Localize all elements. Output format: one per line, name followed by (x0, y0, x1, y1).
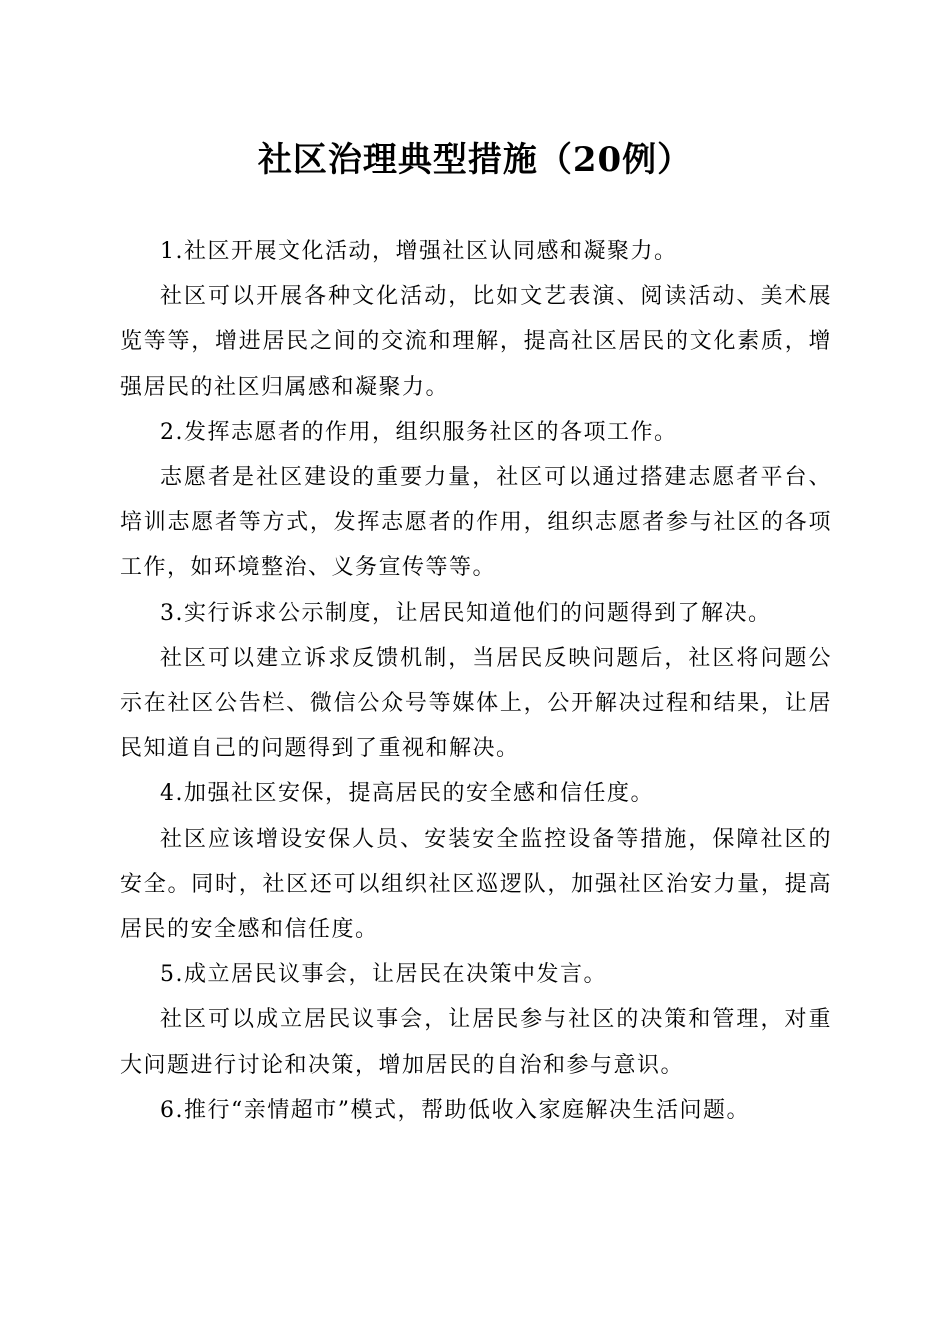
item-heading: 6.推行“亲情超市”模式，帮助低收入家庭解决生活问题。 (160, 1097, 750, 1123)
item-description: 社区可以建立诉求反馈机制，当居民反映问题后，社区将问题公示在社区公告栏、微信公众号等媒体上，公开解决过程和结果，让居民知道自己的问题得到了重视和解决。 (120, 645, 832, 762)
document-body (120, 229, 832, 1133)
item-heading: 4.加强社区安保，提高居民的安全感和信任度。 (160, 781, 654, 807)
item-description: 社区应该增设安保人员、安装安全监控设备等措施，保障社区的安全。同时，社区还可以组织社区巡逻队，加强社区治安力量，提高居民的安全感和信任度。 (120, 826, 832, 943)
item-description: 志愿者是社区建设的重要力量，社区可以通过搭建志愿者平台、培训志愿者等方式，发挥志愿者的作用，组织志愿者参与社区的各项工作，如环境整治、义务宣传等等。 (120, 465, 832, 581)
item-heading: 3.实行诉求公示制度，让居民知道他们的问题得到了解决。 (160, 600, 772, 626)
document-title: 社区治理典型措施（20例） (257, 140, 693, 180)
item-heading: 2.发挥志愿者的作用，组织服务社区的各项工作。 (160, 419, 678, 445)
item-description: 社区可以开展各种文化活动，比如文艺表演、阅读活动、美术展览等等，增进居民之间的交流和理解，提高社区居民的文化素质，增强居民的社区归属感和凝聚力。 (120, 284, 832, 400)
item-heading: 1.社区开展文化活动，增强社区认同感和凝聚力。 (160, 239, 678, 264)
item-heading: 5.成立居民议事会，让居民在决策中发言。 (160, 962, 607, 988)
item-description: 社区可以成立居民议事会，让居民参与社区的决策和管理，对重大问题进行讨论和决策，增加居民的自治和参与意识。 (120, 1007, 832, 1078)
